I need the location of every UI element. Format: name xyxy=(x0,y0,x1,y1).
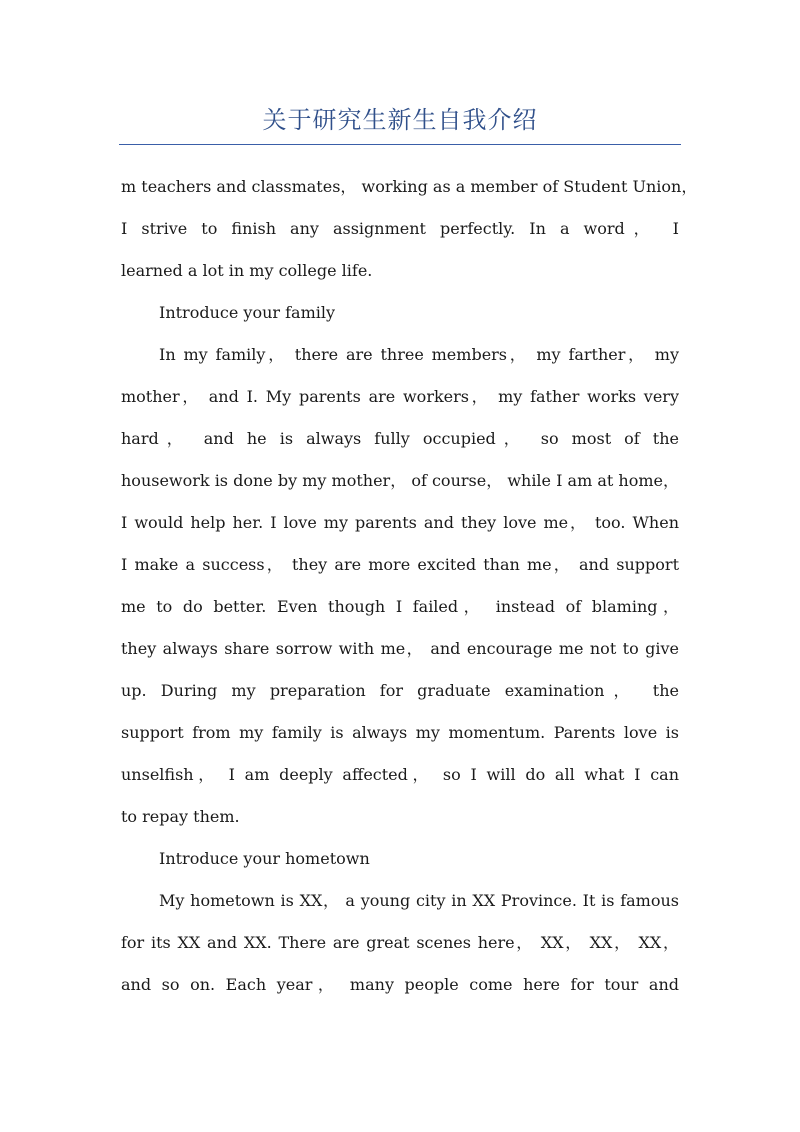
header-divider xyxy=(119,144,681,145)
text-line: m teachers and classmates， working as a member of Student Union， xyxy=(121,177,698,196)
text-line: they always share sorrow with me， and encourage me not to give xyxy=(121,639,679,658)
text-line: unselfish， I am deeply affected， so I will do all what I can xyxy=(121,765,679,784)
text-line: I strive to finish any assignment perfectly. In a word， I xyxy=(121,219,679,238)
text-line: learned a lot in my college life. xyxy=(121,261,373,280)
text-line: me to do better. Even though I failed， instead of blaming， xyxy=(121,597,679,616)
section-heading-hometown: Introduce your hometown xyxy=(159,849,370,868)
text-line: My hometown is XX， a young city in XX Province. It is famous xyxy=(159,891,679,910)
text-line: up. During my preparation for graduate examination， the xyxy=(121,681,679,700)
text-line: support from my family is always my momentum. Parents love is xyxy=(121,723,679,742)
text-line: mother， and I. My parents are workers， my father works very xyxy=(121,387,679,406)
document-body xyxy=(121,166,698,1006)
text-line: for its XX and XX. There are great scenes here， XX， XX， XX， xyxy=(121,933,679,952)
text-line: housework is done by my mother， of course， while I am at home， xyxy=(121,471,680,490)
document-title: 关于研究生新生自我介绍 xyxy=(262,106,538,134)
text-line: to repay them. xyxy=(121,807,240,826)
section-heading-family: Introduce your family xyxy=(159,303,336,322)
text-line: In my family， there are three members， my farther， my xyxy=(159,345,679,364)
text-line: hard， and he is always fully occupied， so most of the xyxy=(121,429,679,448)
text-line: and so on. Each year， many people come here for tour and xyxy=(121,975,679,994)
text-line: I would help her. I love my parents and they love me， too. When xyxy=(121,513,679,532)
text-line: I make a success， they are more excited than me， and support xyxy=(121,555,679,574)
